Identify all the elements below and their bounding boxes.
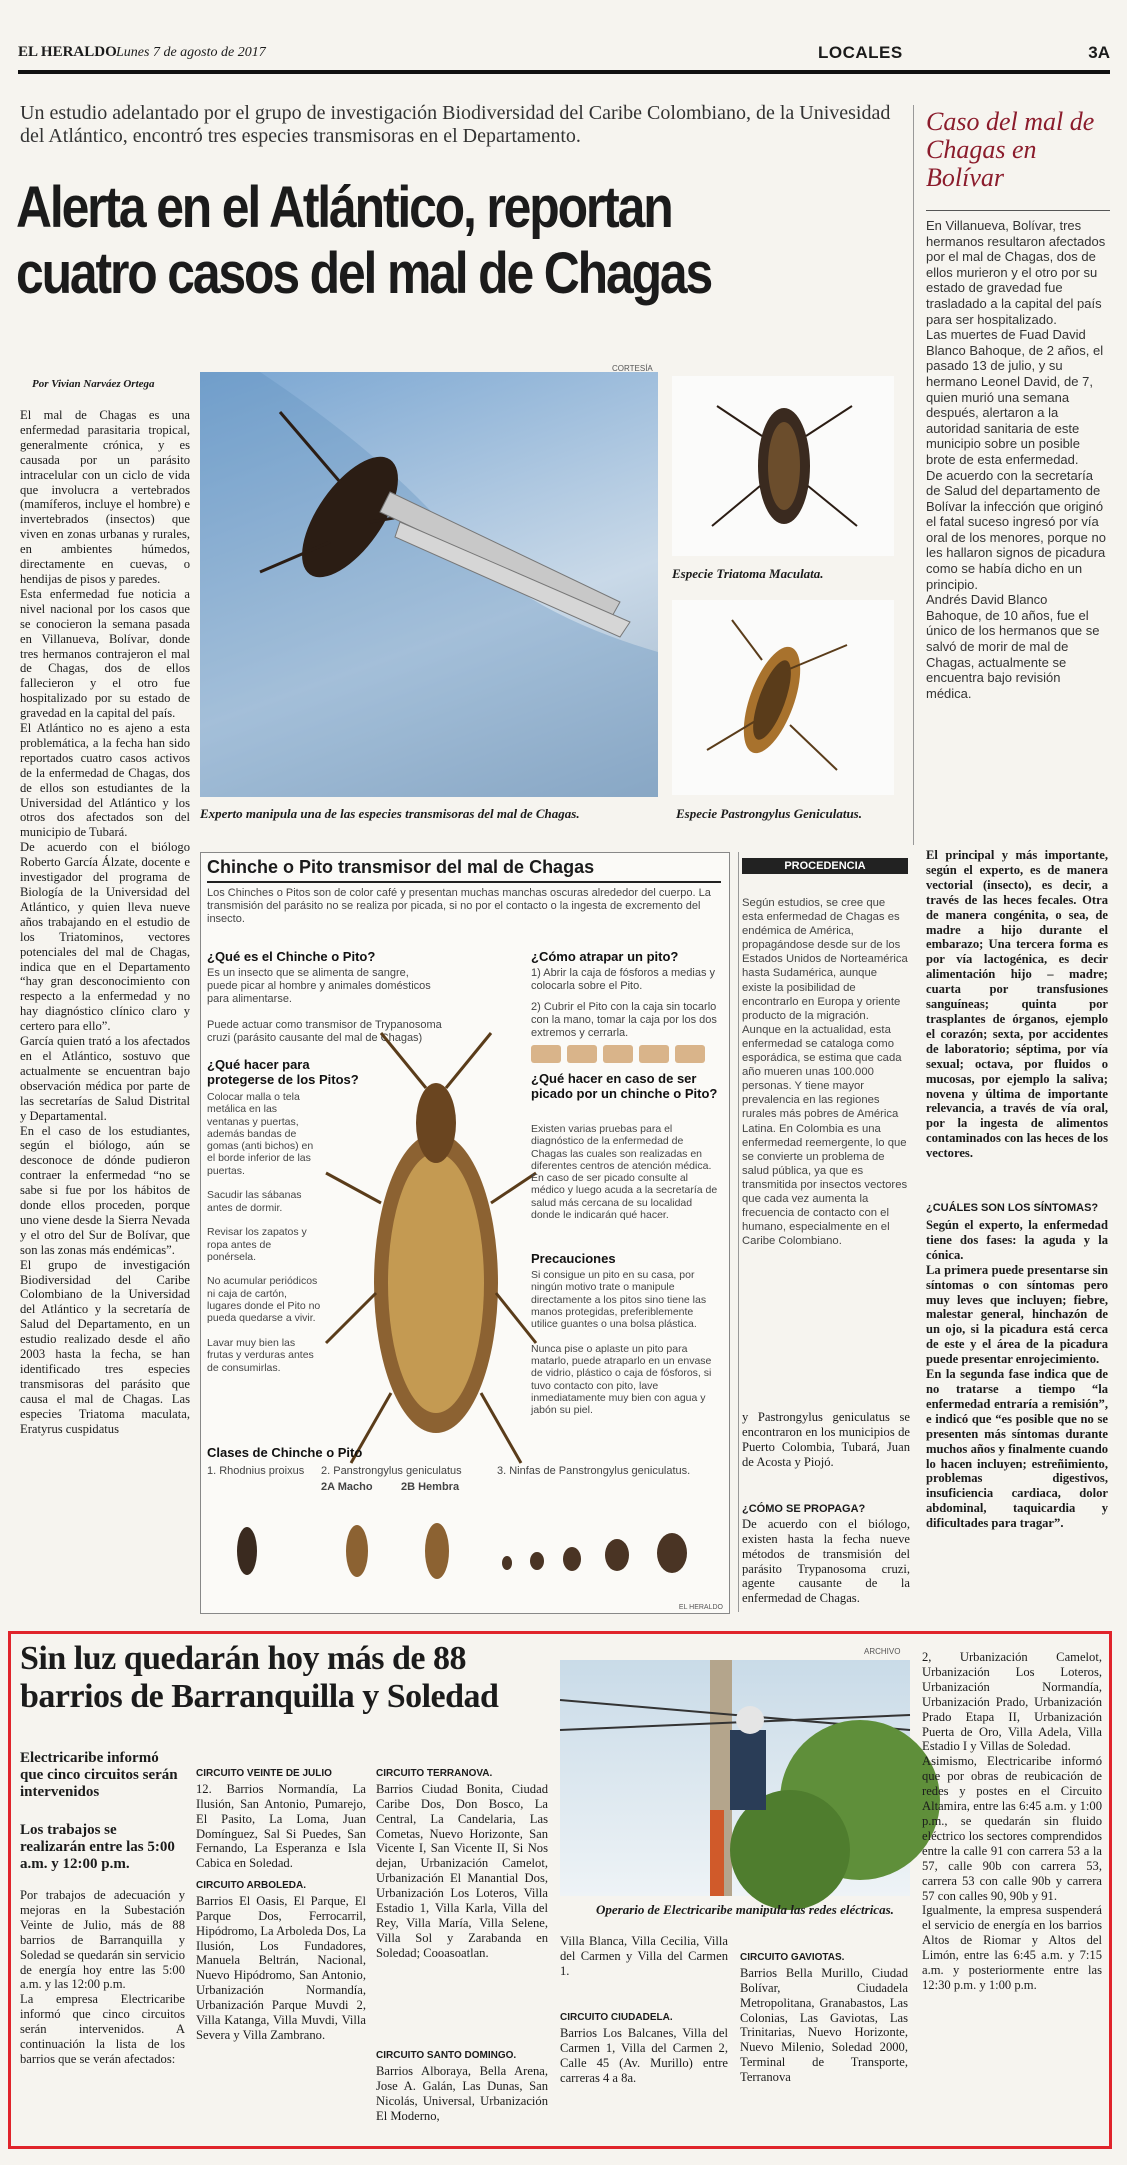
lead-body-left: El mal de Chagas es una enfermedad parasitaria tropical, generalmente crónica, y es causada por un parásito intracelular con un ciclo de vida que involucra a vertebrados (mamíferos, incluye el hombre) e invertebrados (insectos) que viven en zonas urbanas y rurales, en ambientes húmedos, directamente en cuevas, o hendijas de pisos y paredes. Esta enfermedad fue noticia a nivel nacional por los casos que se conocieron la semana pasada en Villanueva, Bolívar, donde tres hermanos contrajeron el mal de Chagas, dos de ellos fallecieron y el otro fue hospitalizado por su estado de gravedad en la capital del país. El Atlántico no es ajeno a esta problemática, a la fecha han sido reportados cuatro casos activos de la enfermedad de Chagas, dos de ellos son estudiantes de la Universidad del Atlántico y los otros dos afectados son del municipio de Tubará. De acuerdo con el biólogo Roberto García Álzate, docente e investigador del programa de Biología de la Universidad del Atlántico, y quien lleva nueve años trabajando en el estudio de los Triatominos, vectores potenciales del mal de Chagas, indica que en el Departamento “hay gran desconocimiento con respecto a la enfermedad y no hay diagnóstico clínico claro y certero para ello”. García quien trató a los afectados en el Atlántico, sostuvo que actualmente se encuentran bajo observación médica por parte de las secretarías de Salud Distrital y Departamental. En el caso de los estudiantes, según el biólogo, aún se desconoce de dónde pudieron contraer la enfermedad “no se sabe si fue por los hábitos de donde ellos proceden, porque uno viene desde la Sierra Nevada y el otro del Sur de Bolívar, que son las zonas más endémicas”. El grupo de investigación Biodiversidad del Caribe Colombiano de la Universidad del Atlántico y la secretaría de Salud del Departamento, en un estudio realizado desde el año 2003 hasta la fecha, se han identificado tres especies transmisoras del parásito que causa el mal de Chagas. Las especies Triatoma maculata, Eratyrus cuspidatus — [20, 408, 190, 1436]
infobox-a3-step2: 2) Cubrir el Pito con la caja sin tocarlo con la mano, tomar la caja por los dos extremos y cerrarla. — [531, 1001, 717, 1039]
infobox-title: Chinche o Pito transmisor del mal de Chagas — [207, 857, 595, 877]
circuit-5-text: Barrios Los Balcanes, Villa del Carmen 1, Villa del Carmen 2, Calle 45 (Av. Murillo) entre carreras 4 a 8a. — [560, 2025, 728, 2085]
circuit-terranova — [376, 1750, 548, 1961]
second-right-col: 2, Urbanización Camelot, Urbanización Los Loteros, Urbanización Normandía, Urbanización Prado, Urbanización Prado Etapa II, Urbanización Puerta de Oro, Villa Adela, Villa Estadio I y Villas de Soledad. Asimismo, Electricaribe informó que por obras de reubicación de redes y postes en el Circuito Altamira, entre las 6:45 a.m. y 1:00 p.m., se quedarán sin fluido eléctrico los sectores comprendidos entre la calle 91 con carrera 53 a la 57, calle 90b con carrera 53, carrera 53 con calle 90b y carrera 57 con calles 90, 90b y 91. Igualmente, la empresa suspenderá el servicio de energía en los barrios Altos de Riomar y Altos del Limón, entre las 6:45 a.m. y 7:15 a.m. y posteriormente entre las 12:30 p.m. y 1:00 p.m. — [922, 1650, 1102, 1992]
mid-divider — [738, 852, 739, 1612]
headline — [16, 175, 790, 307]
second-subhead-1: Electricaribe informó que cinco circuitos serán intervenidos — [20, 1750, 178, 1800]
infobox-a4: Existen varias pruebas para el diagnóstico de la enfermedad de Chagas las cuales son realizadas en diferentes centros de atención médica. En caso de ser picado consulte al médico y luego acuda a la secretaría de salud más cercana de su localidad donde le indicarán qué hacer. — [531, 1123, 718, 1222]
second-intro: Por trabajos de adecuación y mejoras en la Subestación Veinte de Julio, más de 88 barrios de Barranquilla y Soledad se quedarán sin servicio de energía hoy entre las 5:00 a.m. y las 12:00 p.m. La empresa Electricaribe informó que cinco circuitos serán intervenidos. A continuación la lista de los barrios que se verán afectados: — [20, 1888, 185, 2066]
lineman-illustration — [560, 1660, 910, 1896]
circuit-4-text: Barrios Alboraya, Bella Arena, Jose A. Galán, Las Dunas, San Nicolás, Universal, Urbanización El Moderno, — [376, 2063, 548, 2123]
main-photo — [200, 372, 658, 797]
class-1: 1. Rhodnius proixus — [207, 1465, 305, 1477]
circuit-6-text: Barrios Bella Murillo, Ciudad Bolívar, Ciudadela Metropolitana, Granabastos, Las Colonias, Las Gaviotas, Las Trinitarias, Nuevo Horizonte, Nuevo Milenio, Soledad 2000, Terminal de Transporte, Terranova — [740, 1965, 908, 2085]
circuit-ciudadela — [560, 1994, 728, 2085]
lead-body-mid-2 — [742, 1486, 910, 1606]
infobox-q4: ¿Qué hacer en caso de ser picado por un chinche o Pito? — [531, 1071, 718, 1101]
infobox-q1: ¿Qué es el Chinche o Pito? — [207, 949, 376, 964]
second-headline-line-1: Sin luz quedarán hoy más de 88 — [20, 1640, 466, 1677]
circuit-arboleda — [196, 1862, 366, 2043]
photo-credit: CORTESÍA — [612, 364, 653, 373]
lead-body-mid-1: y Pastrongylus geniculatus se encontraron en los municipios de Puerto Colombia, Tubará, Juan de Acosta y Piojó. — [742, 1410, 910, 1469]
circuit-1-text: 12. Barrios Normandía, La Ilusión, San Antonio, Pumarejo, El Pasito, La Loma, Juan Domínguez, Sal Si Puedes, San Fernando, La Esperanza e Isla Cabica en Soledad. — [196, 1781, 366, 1871]
infobox-classes-title: Clases de Chinche o Pito — [207, 1445, 363, 1460]
species-photo-2 — [672, 600, 894, 795]
bug-classes-icons — [207, 1501, 721, 1591]
class-2b: 2B Hembra — [401, 1481, 460, 1493]
issue-date: Lunes 7 de agosto de 2017 — [116, 45, 266, 60]
class-2: 2. Panstrongylus geniculatus — [321, 1465, 462, 1477]
circuit-2-head: CIRCUITO ARBOLEDA. — [196, 1879, 306, 1891]
bug-tweezers-illustration — [200, 372, 658, 797]
subhead-spread: ¿CÓMO SE PROPAGA? — [742, 1502, 866, 1515]
infobox-a5: Si consigue un pito en su casa, por ningún motivo trate o manipule directamente a los pitos sino tiene las manos protegidas, preferiblemente utilice guantes o una bolsa plástica. Nunca pise o aplaste un pito para matarlo, puede atraparlo en un envase de vidrio, plástico o caja de fósforos, si tuvo contacto con pito, lave inmediatamente muy bien con agua y jabón su piel. — [531, 1269, 712, 1417]
second-col4-text: Villa Blanca, Villa Cecilia, Villa del Carmen y Villa del Carmen 1. — [560, 1934, 728, 1978]
infobox-intro: Los Chinches o Pitos son de color café y presentan muchas manchas oscuras alrededor del cuerpo. La transmisión del parásito no se realiza por picada, si no por el contacto o la ingesta de excremento del insecto. — [207, 887, 711, 925]
infobox-a2: Colocar malla o tela metálica en las ventanas y puertas, además bandas de gomas (anti bichos) en el borde inferior de las puertas. Sacudir las sábanas antes de dormir. Revisar los zapatos y ropa antes de ponérsela. No acumular periódicos ni caja de cartón, lugares donde el Pito no pueda quedarse a vivir. Lavar muy bien las frutas y verduras antes de consumirlas. — [207, 1091, 321, 1374]
header-rule — [18, 70, 1110, 74]
circuit-veinte-de-julio — [196, 1750, 366, 1871]
circuit-gaviotas — [740, 1934, 908, 2085]
second-subhead-2: Los trabajos se realizarán entre las 5:00 a.m. y 12:00 p.m. — [20, 1822, 175, 1872]
infobox-q5: Precauciones — [531, 1251, 616, 1266]
second-photo — [560, 1660, 910, 1896]
second-headline-line-2: barrios de Barranquilla y Soledad — [20, 1678, 499, 1715]
species-photo-1 — [672, 376, 894, 556]
second-headline — [20, 1640, 560, 1716]
caption-species-2: Especie Pastrongylus Geniculatus. — [676, 806, 862, 821]
infobox-a3-step1: 1) Abrir la caja de fósforos a medias y colocarla sobre el Pito. — [531, 967, 716, 992]
sidebar-divider — [913, 105, 914, 845]
circuit-5-head: CIRCUITO CIUDADELA. — [560, 2011, 673, 2023]
classes-illustration — [207, 1501, 721, 1591]
pastrongylus-geniculatus-icon — [672, 600, 894, 795]
sidebar-text: En Villanueva, Bolívar, tres hermanos resultaron afectados por el mal de Chagas, dos de ellos murieron y el otro por su estado de gravedad fue trasladado a la capital del país para ser hospitalizado. Las muertes de Fuad David Blanco Bahoque, de 2 años, el pasado 13 de julio, y su hermano Leonel David, de 7, quien murió una semana después, alertaron a la autoridad sanitaria de este municipio sobre un posible brote de esta enfermedad. De acuerdo con la secretaría de Salud del departamento de Bolívar la infección que originó el fatal suceso ingresó por vía oral de los menores, porque no les hallaron signos de picadura como se había dicho en un principio. Andrés David Blanco Bahoque, de 10 años, fue el único de los hermanos que se salvó de morir de mal de Chagas, actualmente se encuentra bajo revisión médica. — [926, 218, 1106, 701]
caption-species-1: Especie Triatoma Maculata. — [672, 566, 824, 581]
procedencia-label: PROCEDENCIA — [742, 858, 908, 874]
section-name: LOCALES — [818, 43, 903, 62]
infobox — [200, 852, 730, 1614]
headline-line-2: cuatro casos del mal de Chagas — [16, 241, 712, 306]
procedencia-box — [742, 858, 908, 1318]
paper-name: EL HERALDO — [18, 44, 117, 60]
second-caption: Operario de Electricaribe manipula las redes eléctricas. — [596, 1902, 894, 1917]
headline-line-1: Alerta en el Atlántico, reportan — [16, 175, 672, 240]
sidebar-title: Caso del mal de Chagas en Bolívar — [926, 107, 1095, 192]
class-3: 3. Ninfas de Panstrongylus geniculatus. — [497, 1465, 691, 1477]
circuit-1-head: CIRCUITO VEINTE DE JULIO — [196, 1767, 332, 1779]
infobox-credit: EL HERALDO — [678, 1604, 723, 1611]
body-spread: De acuerdo con el biólogo, existen hasta la fecha nueve métodos de transmisión del parásito Trypanosoma cruzi, agente causante de la enfermedad de Chagas. — [742, 1516, 910, 1606]
sidebar-title-rule — [926, 210, 1110, 211]
procedencia-text: Según estudios, se cree que esta enfermedad de Chagas es endémica de América, propagándose desde sur de los Estados Unidos de Norteamérica hasta Sudamérica, aunque existe la posibilidad de encontrarlo en Europa y oriente producto de la migración. Aunque en la actualidad, esta enfermedad se cataloga como esporádica, se estima que cada año mueren unas 100.000 personas. Y tiene mayor prevalencia en las regiones rurales más pobres de América Latina. En Colombia es una enfermedad reemergente, lo que se convierte un problema de salud pública, ya que es transmitida por insectos vectores que cada vez aumenta la frecuencia de contacto con el humano, especialmente en el Caribe Colombiano. — [742, 897, 908, 1248]
second-photo-credit: ARCHIVO — [864, 1647, 901, 1656]
circuit-6-head: CIRCUITO GAVIOTAS. — [740, 1951, 845, 1963]
infobox-a1: Es un insecto que se alimenta de sangre, puede picar al hombre y animales domésticos para alimentarse. Puede actuar como transmisor de Trypanosoma cruzi (parásito causante del mal de Chagas) — [207, 967, 442, 1044]
circuit-4-head: CIRCUITO SANTO DOMINGO. — [376, 2049, 517, 2061]
kicker: Un estudio adelantado por el grupo de investigación Biodiversidad del Caribe Colombiano, de la Univesidad del Atlántico, encontró tres especies transmisoras en el Departamento. — [20, 102, 891, 147]
circuit-2-text: Barrios El Oasis, El Parque, El Parque Dos, Ferrocarril, Hipódromo, La Arboleda Dos, La Ilusión, Los Fundadores, Manuela Beltrán, Nacional, Nuevo Hipódromo, San Antonio, Urbanización Normandía, Urbanización Parque Muvdi 2, Villa Katanga, Villa Muvdi, Villa Severa y Villa Zambrano. — [196, 1893, 366, 2042]
infobox-q2: ¿Qué hacer para protegerse de los Pitos? — [207, 1057, 359, 1087]
page-number: 3A — [1088, 43, 1110, 62]
matchbox-steps-illustration — [531, 1039, 721, 1069]
circuit-santo-domingo — [376, 2032, 548, 2123]
triatoma-maculata-icon — [672, 376, 894, 556]
lead-body-right-1: El principal y más importante, según el experto, es de manera vectorial (insecto), es decir, a través de las heces fecales. Otra de manera congénita, o sea, de madre a hijo durante el embarazo; Una tercera forma es por vía lactogénica, es decir alimentación hijo – madre; cuarta por transfusiones sanguíneas; quinta por trasplantes de órganos, ejemplo el corazón; sexta, por accidentes de laboratorio; séptima, por vía sexual; octava, por fluidos o mucosas, por ejemplo la saliva; novena y última de importante relevancia, a través de vía oral, por la ingesta de alimentos contaminados con las heces de los vectores. — [926, 848, 1108, 1161]
circuit-3-text: Barrios Ciudad Bonita, Ciudad Caribe Dos, Don Bosco, La Central, La Candelaria, Las Cometas, Nuevo Horizonte, San Vicente I, San Vicente II, Si Nos dejan, Urbanización Camelot, Urbanización El Manantial Dos, Urbanización Los Loteros, Villa Estadio 1, Villa Karla, Villa del Rey, Villa María, Villa Selene, Villa Sol y Zarabanda en Soledad; Cooasoatlan. — [376, 1781, 548, 1960]
lead-body-right-2: Según el experto, la enfermedad tiene dos fases: la aguda y la cónica. La primera puede presentarse sin síntomas o con síntomas pero muy leves que incluyen; fiebre, malestar general, hinchazón de un ojo, si la picadura está cerca de este y el área de la picadura puede presentar enrojecimiento. En la segunda fase indica que de no tratarse a tiempo “la enfermedad entraría a remisión”, e indicó que “es posible que no se presenten más síntomas durante muchos años y finalmente cuando lo hacen incluyen; estreñimiento, problemas digestivos, insuficiencia cardiaca, dolor abdominal, taquicardia y dificultades para tragar”. — [926, 1218, 1108, 1531]
byline: Por Vivian Narváez Ortega — [32, 378, 155, 390]
page-header — [18, 42, 1110, 66]
infobox-q3: ¿Cómo atrapar un pito? — [531, 949, 679, 964]
infobox-title-rule — [207, 881, 721, 883]
circuit-3-head: CIRCUITO TERRANOVA. — [376, 1767, 493, 1779]
chinche-illustration — [321, 1033, 541, 1493]
subhead-symptoms: ¿CUÁLES SON LOS SÍNTOMAS? — [926, 1202, 1099, 1214]
caption-main-photo: Experto manipula una de las especies transmisoras del mal de Chagas. — [200, 806, 580, 821]
class-2a: 2A Macho — [321, 1481, 373, 1493]
